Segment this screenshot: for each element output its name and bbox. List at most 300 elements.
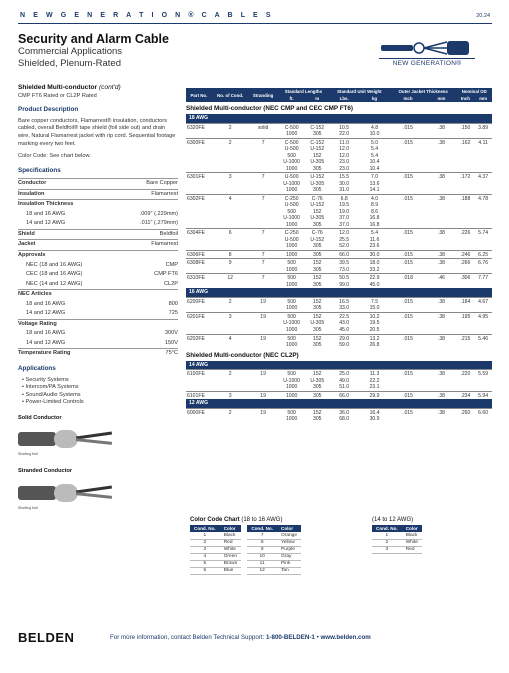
col-part-no: Part No. <box>186 88 212 102</box>
cell-part: 6306FE <box>186 250 212 259</box>
cell-kg: 11.3 22.2 23.1 <box>359 370 389 392</box>
application-item: • Sound/Audio Systems <box>22 391 81 398</box>
cell-cond: 6 <box>212 229 249 251</box>
cell-ti: .015 <box>390 391 427 399</box>
cell-m: C-152 305 <box>305 123 329 138</box>
spec-row <box>18 189 178 200</box>
table-row <box>186 194 492 229</box>
cell-cond: 3 <box>212 391 249 399</box>
color-row <box>190 539 241 546</box>
table-row <box>186 408 492 423</box>
subtitle-applications: Commercial Applications <box>18 46 123 57</box>
cell-str: 19 <box>248 297 277 312</box>
cell-lbs: 36.0 68.0 <box>329 408 359 423</box>
cell-cond: 9 <box>212 259 249 274</box>
cell-ft: U-500 U-1000 1000 <box>278 173 306 195</box>
cell-ti: .015 <box>390 138 427 173</box>
spec-value: .011" (.279mm) <box>140 220 178 227</box>
cond-no: 7 <box>247 532 277 539</box>
cell-m: 305 <box>305 391 329 399</box>
cell-lbs: 39.5 73.0 <box>329 259 359 274</box>
cell-ft: 500 U-1000 1000 <box>278 312 306 334</box>
cell-kg: 4.8 10.0 <box>359 123 389 138</box>
cell-str: solid <box>248 123 277 138</box>
cell-oi: .150 <box>457 123 475 138</box>
spec-row <box>18 219 178 229</box>
product-heading: Shielded Multi-conductor (cont'd) <box>18 84 121 91</box>
cell-om: 5.94 <box>474 391 492 399</box>
cell-lbs: 22.5 43.0 45.0 <box>329 312 359 334</box>
color-name: Red <box>220 539 242 546</box>
applications-list <box>18 377 178 407</box>
color-name: Black <box>220 532 242 539</box>
cell-cond: 2 <box>212 370 249 392</box>
table-row <box>186 250 492 259</box>
shorting-fold-label: Shorting fold <box>18 452 38 457</box>
cell-m: 152 U-305 305 <box>305 312 329 334</box>
cell-ti: .018 <box>390 274 427 289</box>
cond-no: 12 <box>247 567 277 574</box>
cell-m: C-152 U-152 152 U-305 305 <box>305 138 329 173</box>
spec-value: CMP <box>165 261 178 268</box>
table-row <box>186 229 492 251</box>
cell-kg: 5.4 11.6 23.6 <box>359 229 389 251</box>
cell-kg: 30.0 <box>359 250 389 259</box>
spec-value: Bare Copper <box>146 180 178 187</box>
color-row <box>247 532 301 539</box>
sub-inch: Inch <box>457 95 475 102</box>
cell-ti: .015 <box>390 297 427 312</box>
cond-no: 9 <box>247 546 277 553</box>
cell-om: 7.77 <box>474 274 492 289</box>
spec-value: CMP FT6 <box>154 271 178 278</box>
color-row <box>372 532 422 539</box>
cell-ft: 500 1000 <box>278 297 306 312</box>
cell-ti: .015 <box>390 370 427 392</box>
awg-group-header: 12 AWG <box>186 399 492 408</box>
spec-key: Approvals <box>18 252 46 258</box>
spec-key: 14 and 12 AWG <box>26 220 66 227</box>
color-row <box>247 546 301 553</box>
product-description-title: Product Description <box>18 106 79 114</box>
cell-ti: .015 <box>390 408 427 423</box>
cell-part: 6201FE <box>186 312 212 334</box>
spec-key: Insulation <box>18 190 45 197</box>
cell-part: 6302FE <box>186 194 212 229</box>
cond-no: 1 <box>372 532 402 539</box>
cell-lbs: 16.5 33.0 <box>329 297 359 312</box>
cond-no: 4 <box>190 553 220 560</box>
spec-row <box>18 199 178 210</box>
color-row <box>190 553 241 560</box>
cell-lbs: 12.0 25.5 52.0 <box>329 229 359 251</box>
spec-key: NEC (14 and 12 AWG) <box>26 280 83 287</box>
cell-m: 152 305 <box>305 274 329 289</box>
page-footer <box>18 630 492 646</box>
spec-value: Flamarrest <box>151 190 178 197</box>
cell-oi: .306 <box>457 274 475 289</box>
color-name: Purple <box>277 546 301 553</box>
cell-ft: 500 1000 <box>278 274 306 289</box>
cell-tm: .38 <box>426 194 456 229</box>
cell-oi: .234 <box>457 391 475 399</box>
awg-group-header: 18 AWG <box>186 114 492 123</box>
spec-row <box>18 309 178 319</box>
cell-ti: .015 <box>390 259 427 274</box>
color-name: Yellow <box>277 539 301 546</box>
cell-kg: 7.0 13.6 14.1 <box>359 173 389 195</box>
cell-oi: .184 <box>457 297 475 312</box>
spec-key: 14 and 12 AWG <box>26 310 66 317</box>
spec-value: Beldfoil <box>159 230 178 237</box>
cell-tm: .38 <box>426 312 456 334</box>
cell-ft: 500 U-1000 1000 <box>278 370 306 392</box>
support-phone: 1-800-BELDEN-1 <box>266 634 315 641</box>
color-row <box>247 567 301 574</box>
color-name: Tan <box>277 567 301 574</box>
new-generation-logo <box>377 36 477 70</box>
cell-ti: .015 <box>390 250 427 259</box>
cell-str: 19 <box>248 408 277 423</box>
cell-part: 6308FE <box>186 259 212 274</box>
cell-lbs: 25.0 49.0 51.0 <box>329 370 359 392</box>
cell-oi: .266 <box>457 259 475 274</box>
spec-value: 800 <box>168 300 178 307</box>
cell-lbs: 11.0 12.0 12.0 23.0 23.0 <box>329 138 359 173</box>
spec-key: 18 and 16 AWG <box>26 210 66 217</box>
page-title: Security and Alarm Cable <box>18 32 169 46</box>
color-row <box>372 539 422 546</box>
cell-tm: .38 <box>426 138 456 173</box>
cell-oi: .188 <box>457 194 475 229</box>
table-row <box>186 391 492 399</box>
cond-no: 6 <box>190 567 220 574</box>
spec-row <box>18 348 178 359</box>
cell-tm: .38 <box>426 259 456 274</box>
color-code-chart-14-12 <box>372 517 422 554</box>
cell-om: 4.67 <box>474 297 492 312</box>
applications-title: Applications <box>18 365 56 373</box>
cell-kg: 10.2 19.5 20.5 <box>359 312 389 334</box>
cell-oi: .246 <box>457 250 475 259</box>
cell-tm: .38 <box>426 334 456 349</box>
product-table <box>186 88 492 423</box>
spec-row <box>18 339 178 349</box>
cell-str: 7 <box>248 138 277 173</box>
color-row <box>247 539 301 546</box>
cell-m: C-76 U-152 152 U-305 305 <box>305 194 329 229</box>
cond-no: 11 <box>247 560 277 567</box>
spec-row <box>18 261 178 271</box>
spec-key: NEC Articles <box>18 291 52 298</box>
cell-lbs: 6.8 19.5 19.0 37.0 37.0 <box>329 194 359 229</box>
cell-part: 6310FE <box>186 274 212 289</box>
solid-conductor-label: Solid Conductor <box>18 414 62 421</box>
spec-key: Jacket <box>18 241 36 248</box>
cell-ti: .015 <box>390 229 427 251</box>
cell-m: 152 305 <box>305 259 329 274</box>
cell-lbs: 66.0 <box>329 391 359 399</box>
logo-rule <box>379 58 475 59</box>
spec-key: 14 and 12 AWG <box>26 339 66 346</box>
cond-no: 10 <box>247 553 277 560</box>
website-link[interactable]: www.belden.com <box>320 634 371 641</box>
application-item: • Intercom/PA Systems <box>22 384 79 391</box>
color-row <box>247 553 301 560</box>
stranded-conductor-label: Stranded Conductor <box>18 468 73 475</box>
spec-value: 75°C <box>165 350 178 357</box>
table-row <box>186 312 492 334</box>
col-nominal-od: Nominal OD <box>457 88 492 95</box>
col-no-cond: No. of Cond. <box>212 88 249 102</box>
spec-key: CEC (18 and 16 AWG) <box>26 271 83 278</box>
color-row <box>190 546 241 553</box>
cell-part: 6100FE <box>186 370 212 392</box>
cell-ft: 500 1000 <box>278 334 306 349</box>
cell-kg: 7.5 15.0 <box>359 297 389 312</box>
top-header-band <box>18 10 492 24</box>
cell-ft: C-500 U-500 500 U-1000 1000 <box>278 138 306 173</box>
cell-ft: 500 1000 <box>278 259 306 274</box>
cell-oi: .162 <box>457 138 475 173</box>
cell-m: U-152 U-305 305 <box>305 173 329 195</box>
table-row <box>186 123 492 138</box>
cell-cond: 3 <box>212 173 249 195</box>
spec-value: .009" (.229mm) <box>139 210 178 217</box>
section-title: Shielded Multi-conductor (NEC CL2P) <box>186 351 299 359</box>
cell-oi: .215 <box>457 334 475 349</box>
cell-part: 6320FE <box>186 123 212 138</box>
cell-kg: 5.0 5.4 5.4 10.4 10.4 <box>359 138 389 173</box>
sub-lbs: Lbs. <box>329 95 359 102</box>
color-row <box>372 546 422 553</box>
col-stranding: Stranding <box>248 88 277 102</box>
cell-str: 19 <box>248 370 277 392</box>
application-item: • Power-Limited Controls <box>22 399 84 406</box>
cell-ti: .015 <box>390 123 427 138</box>
cell-om: 6.76 <box>474 259 492 274</box>
color-name: Blue <box>220 567 242 574</box>
color-row <box>190 532 241 539</box>
cell-m: 152 305 <box>305 334 329 349</box>
cond-no: 5 <box>190 560 220 567</box>
spec-key: Voltage Rating <box>18 320 57 327</box>
color-name: Red <box>402 546 422 553</box>
cell-kg: 4.0 8.9 8.6 16.8 16.8 <box>359 194 389 229</box>
cond-no: 1 <box>190 532 220 539</box>
belden-logo: BELDEN <box>18 630 75 645</box>
cell-kg: 13.2 26.8 <box>359 334 389 349</box>
cell-part: 6101FE <box>186 391 212 399</box>
cell-om: 3.89 <box>474 123 492 138</box>
cell-cond: 4 <box>212 334 249 349</box>
cell-str: 19 <box>248 312 277 334</box>
spec-key: 18 and 16 AWG <box>26 300 66 307</box>
cell-kg: 16.4 30.9 <box>359 408 389 423</box>
color-chart-title: Color Code Chart (18 to 16 AWG) <box>190 517 283 523</box>
shorting-fold-label: Shorting fold <box>18 505 38 510</box>
product-rating: CMP FT6 Rated or CL2P Rated <box>18 92 97 99</box>
cell-cond: 2 <box>212 408 249 423</box>
color-table-left: Cond. No. Color 1 Black 2 Red 3 White 4 Green 5 Brown 6 Blue <box>190 525 241 575</box>
cell-part: 6304FE <box>186 229 212 251</box>
color-name: Black <box>402 532 422 539</box>
cell-cond: 2 <box>212 297 249 312</box>
cell-ti: .015 <box>390 334 427 349</box>
cell-ft: 1000 <box>278 250 306 259</box>
sub-kg: kg <box>359 95 389 102</box>
cell-lbs: 66.0 <box>329 250 359 259</box>
spec-row <box>18 329 178 339</box>
cell-lbs: 50.5 99.0 <box>329 274 359 289</box>
cell-m: 152 305 <box>305 297 329 312</box>
awg-group-header: 14 AWG <box>186 361 492 370</box>
cell-str: 7 <box>248 259 277 274</box>
color-name: Brown <box>220 560 242 567</box>
cell-tm: .38 <box>426 391 456 399</box>
color-chart-small-title: (14 to 12 AWG) <box>372 517 414 523</box>
spec-row <box>18 178 178 189</box>
cell-om: 6.60 <box>474 408 492 423</box>
sub-ft: ft. <box>278 95 306 102</box>
cell-ft: C-250 U-500 1000 <box>278 229 306 251</box>
logo-text: NEW GENERATION® <box>392 60 462 67</box>
table-row <box>186 297 492 312</box>
spec-key: 18 and 16 AWG <box>26 330 66 337</box>
specifications-title: Specifications <box>18 166 61 174</box>
cell-om: 5.59 <box>474 370 492 392</box>
table-row <box>186 274 492 289</box>
spec-row <box>18 289 178 300</box>
cell-ft: C-250 U-500 500 U-1000 1000 <box>278 194 306 229</box>
table-row <box>186 173 492 195</box>
cell-tm: .38 <box>426 297 456 312</box>
color-row <box>247 560 301 567</box>
table-row <box>186 370 492 392</box>
spec-row <box>18 319 178 330</box>
table-row <box>186 259 492 274</box>
cond-no: 3 <box>190 546 220 553</box>
cond-no: 2 <box>190 539 220 546</box>
section-title: Shielded Multi-conductor (NEC CMP and CEC CMP FT6) <box>186 105 353 112</box>
spec-value: 150V <box>164 339 178 346</box>
table-row <box>186 138 492 173</box>
cell-om: 5.74 <box>474 229 492 251</box>
stranded-conductor-image <box>18 478 178 514</box>
cell-tm: .38 <box>426 123 456 138</box>
cell-tm: .38 <box>426 408 456 423</box>
cell-tm: .38 <box>426 250 456 259</box>
subtitle-shielded: Shielded, Plenum-Rated <box>18 58 121 69</box>
page-code: 20.24 <box>476 13 490 19</box>
cell-om: 4.95 <box>474 312 492 334</box>
cable-logo-icon <box>377 36 477 58</box>
color-code-note: Color Code: See chart below. <box>18 153 91 160</box>
cond-no: 3 <box>372 546 402 553</box>
spec-key: Shield <box>18 230 35 237</box>
cell-tm: .38 <box>426 229 456 251</box>
cell-cond: 8 <box>212 250 249 259</box>
sub-mm: mm <box>474 95 492 102</box>
cond-no: 2 <box>372 539 402 546</box>
cell-lbs: 10.5 22.0 <box>329 123 359 138</box>
cell-ft: 500 1000 <box>278 408 306 423</box>
cell-part: 6301FE <box>186 173 212 195</box>
series-brand: N E W G E N E R A T I O N ® C A B L E S <box>20 12 274 19</box>
color-name: White <box>402 539 422 546</box>
spec-key: Insulation Thickness <box>18 201 74 208</box>
cell-cond: 4 <box>212 194 249 229</box>
color-name: Orange <box>277 532 301 539</box>
cell-ti: .015 <box>390 173 427 195</box>
cell-cond: 12 <box>212 274 249 289</box>
color-table-right: Cond. No. Color 7 Orange 8 Yellow 9 Purple 10 Gray 11 Pink 12 Tan <box>247 525 301 575</box>
spec-row <box>18 280 178 290</box>
cell-str: 7 <box>248 229 277 251</box>
color-row <box>190 560 241 567</box>
spec-row <box>18 229 178 240</box>
spec-row <box>18 210 178 220</box>
cell-str: 7 <box>248 194 277 229</box>
cell-ft: C-500 1000 <box>278 123 306 138</box>
color-name: Green <box>220 553 242 560</box>
cell-lbs: 29.0 59.0 <box>329 334 359 349</box>
col-unit-weight: Standard Unit Weight <box>329 88 390 95</box>
cell-m: 152 305 <box>305 408 329 423</box>
cell-om: 4.37 <box>474 173 492 195</box>
cell-om: 4.78 <box>474 194 492 229</box>
cell-om: 6.25 <box>474 250 492 259</box>
cond-no: 8 <box>247 539 277 546</box>
cell-cond: 3 <box>212 312 249 334</box>
sub-m: m <box>305 95 329 102</box>
cell-ft: 1000 <box>278 391 306 399</box>
spec-row <box>18 270 178 280</box>
cell-om: 5.46 <box>474 334 492 349</box>
cell-ti: .015 <box>390 312 427 334</box>
cell-oi: .260 <box>457 408 475 423</box>
application-item: • Security Systems <box>22 376 69 383</box>
color-name: Gray <box>277 553 301 560</box>
spec-key: Conductor <box>18 180 47 187</box>
cell-str: 7 <box>248 274 277 289</box>
cell-str: 7 <box>248 173 277 195</box>
cell-cond: 2 <box>212 138 249 173</box>
color-row <box>190 567 241 574</box>
cell-lbs: 15.5 30.0 31.0 <box>329 173 359 195</box>
cell-oi: .220 <box>457 370 475 392</box>
color-name: White <box>220 546 242 553</box>
cell-tm: .38 <box>426 370 456 392</box>
cell-oi: .226 <box>457 229 475 251</box>
cell-tm: .38 <box>426 173 456 195</box>
awg-group-header: 16 AWG <box>186 288 492 297</box>
color-name: Pink <box>277 560 301 567</box>
cell-str: 19 <box>248 391 277 399</box>
col-jacket-thickness: Outer Jacket Thickness <box>390 88 457 95</box>
cell-part: 6300FE <box>186 138 212 173</box>
spec-key: NEC (18 and 16 AWG) <box>26 261 83 268</box>
spec-row <box>18 300 178 310</box>
spec-value: 300V <box>164 330 178 337</box>
cell-cond: 2 <box>212 123 249 138</box>
cell-m: 152 U-305 305 <box>305 370 329 392</box>
product-description: Bare copper conductors, Flamarrest® insulation, conductors cabled, overall Beldfoil® tape shield (foil side out) and drain wire, Natural Flamarrest jacket with rip cord. Sequential footage marking every two feet. <box>18 117 176 147</box>
cell-tm: .46 <box>426 274 456 289</box>
color-code-chart <box>190 517 301 575</box>
sub-mm: mm <box>426 95 456 102</box>
cell-m: 305 <box>305 250 329 259</box>
